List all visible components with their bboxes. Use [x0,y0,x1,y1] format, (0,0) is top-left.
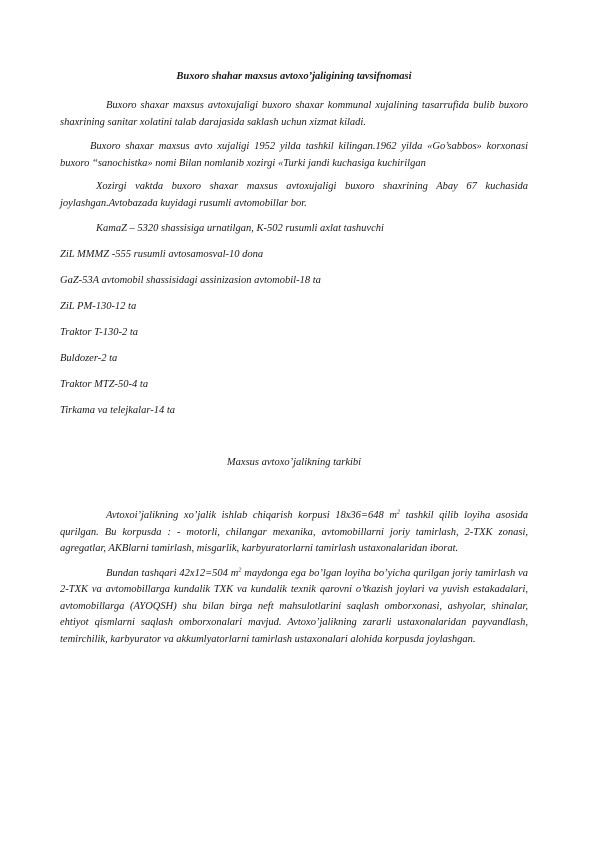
vehicle-list-item: GaZ-53A avtomobil shassisidagi assinizasion avtomobil-18 ta [60,275,321,286]
paragraph-additional-facilities [60,566,528,649]
vehicle-list-item: Traktor T-130-2 ta [60,327,138,338]
section-heading-structure: Maxsus avtoxo’jalikning tarkibi [226,457,362,468]
vehicle-list-item: Traktor MTZ-50-4 ta [60,379,149,390]
vehicle-list-item: ZiL MMMZ -555 rusumli avtosamosval-10 dona [60,249,264,260]
vehicle-list-item: Tirkama va telejkalar-14 ta [60,405,175,416]
paragraph-intro: Buxoro shaxar maxsus avtoxujaligi buxoro shaxar kommunal xujalining tasarrufida bulib buxoro shaxrining sanitar xolatini talab darajasida saklash uchun xizmat kiladi. [60,100,528,128]
vehicle-list-item: KamaZ – 5320 shassisiga urnatilgan, K-502 rusumli axlat tashuvchi [96,223,384,234]
section-heading-description: Buxoro shahar maxsus avtoxo’jaligining tavsifnomasi [176,71,412,82]
area-unit-superscript: 2 [396,509,400,516]
area-unit-superscript: 2 [238,567,242,573]
document-page [60,60,528,648]
vehicle-list-item: ZiL PM-130-12 ta [60,301,137,312]
paragraph-production-text-end: tashkil qilib loyiha asosida qurilgan. Bu korpusda : - motorli, chilangar mexanika, avtomobillarni joriy tamirlash, 2-TXK zonasi, agregatlar, AKBlarni tamirlash, misgarlik, karbyuratorlarni tamirlash ustaxonalaridan iborat. [60,510,528,554]
vehicle-list-item: Buldozer-2 ta [60,353,118,364]
paragraph-location: Xozirgi vaktda buxoro shaxar maxsus avtoxujaligi buxoro shaxrining Abay 67 kuchasida joylashgan.Avtobazada kuyidagi rusumli avtomobillar bor. [60,181,528,209]
paragraph-facilities-text-start: Bundan tashqari 42x12=504 m [106,567,239,579]
paragraph-production-building [60,508,528,558]
paragraph-production-text-start: Avtoxoi’jalikning xo’jalik ishlab chiqarish korpusi 18x36=648 m [106,510,397,521]
paragraph-history: Buxoro shaxar maxsus avto xujaligi 1952 yilda tashkil kilingan.1962 yilda «Go’sabbos» korxonasi buxoro “sanochistka» nomi Bilan nomlanib xozirgi «Turki jandi kuchasiga kuchirilgan [60,141,528,169]
paragraph-facilities-text-end: maydonga ega bo’lgan loyiha bo’yicha qurilgan joriy tamirlash va 2-TXK va avtomobillarga kundalik TXK va kundalik texnik qarovni o’tkazish joylari va yuvish estakadalari, avtomobillarga (AYOQSH) shu bilan birga neft mahsulotlarini saqlash omborxonasi, ashyolar, shinalar, ehtiyot qismlarni saqlash omborxonalari mavjud. Avtoxo’jalikning zararli ustaxonalaridan payvandlash, temirchilik, karbyurator va akkumlyatorlarni tamirlash ustaxonalari alohida korpusda joylashgan. [60,567,529,645]
